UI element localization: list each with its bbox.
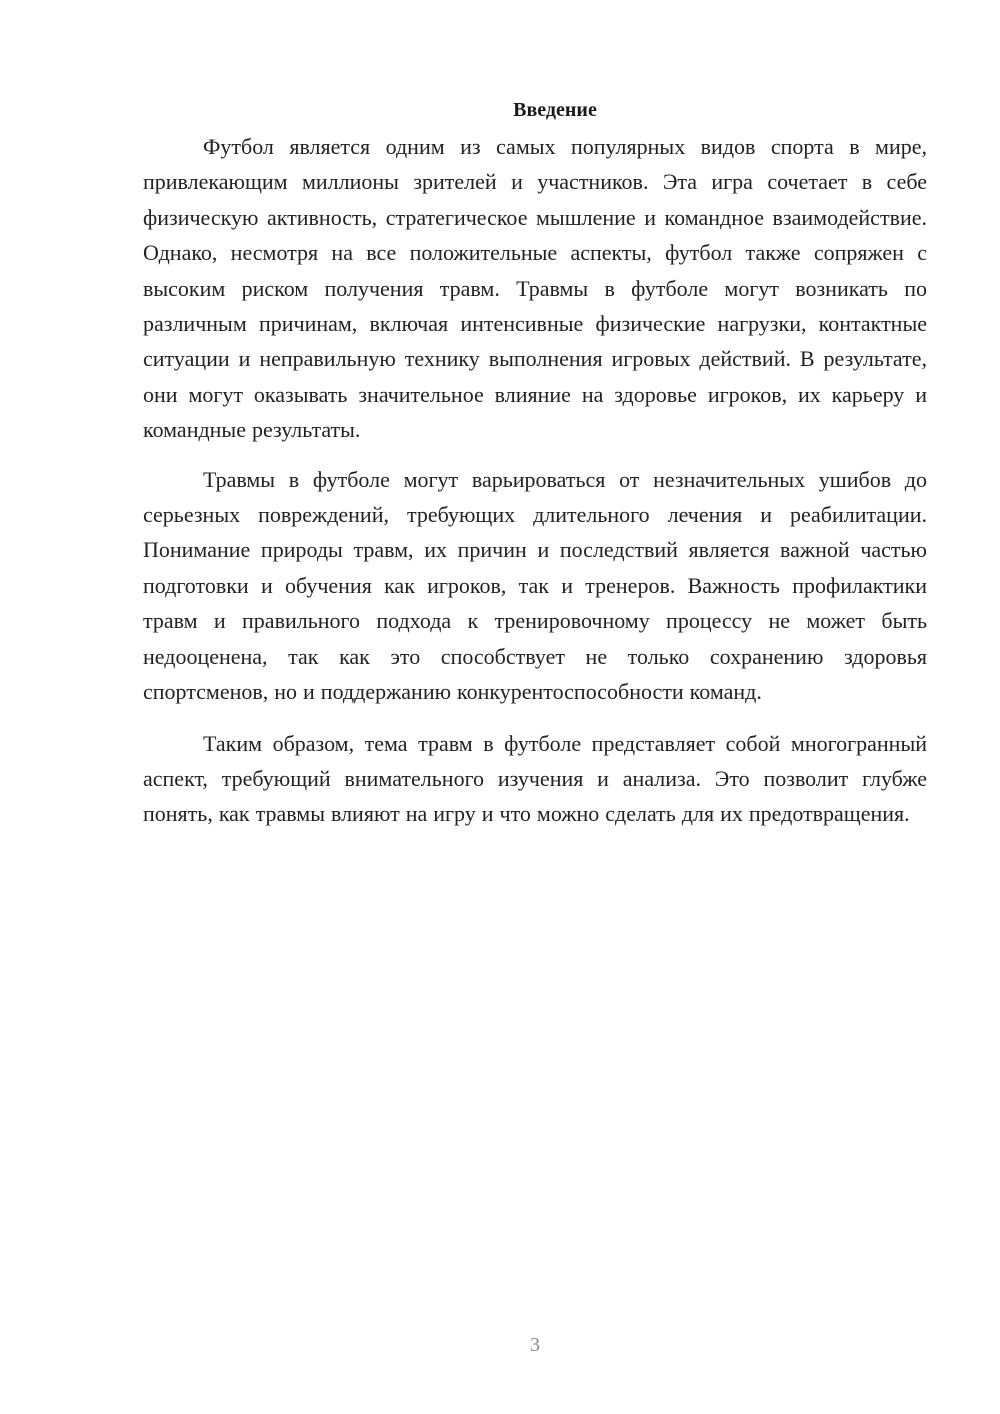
section-title: Введение (513, 99, 597, 121)
page-number: 3 (530, 1334, 540, 1356)
paragraph-conclusion: Таким образом, тема травм в футболе представляет собой многогранный аспект, требующий внимательного изучения и анализа. Это позволит глубже понять, как травмы влияют на игру и что можно сделать для их предотвращения. (143, 730, 927, 827)
page-content (143, 95, 927, 852)
paragraph-injury-types: Травмы в футболе могут варьироваться от незначительных ушибов до серьезных повреждений, требующих длительного лечения и реабилитации. Понимание природы травм, их причин и последствий является важной частью подготовки и обучения как игроков, так и тренеров. Важность профилактики травм и правильного подхода к тренировочному процессу не может быть недооценена, так как это способствует не только сохранению здоровья спортсменов, но и поддержанию конкурентоспособности команд. (143, 466, 927, 705)
paragraph-introduction: Футбол является одним из самых популярных видов спорта в мире, привлекающим миллионы зрителей и участников. Эта игра сочетает в себе физическую активность, стратегическое мышление и командное взаимодействие. Однако, несмотря на все положительные аспекты, футбол также сопряжен с высоким риском получения травм. Травмы в футболе могут возникать по различным причинам, включая интенсивные физические нагрузки, контактные ситуации и неправильную технику выполнения игровых действий. В результате, они могут оказывать значительное влияние на здоровье игроков, их карьеру и командные результаты. (143, 134, 927, 443)
